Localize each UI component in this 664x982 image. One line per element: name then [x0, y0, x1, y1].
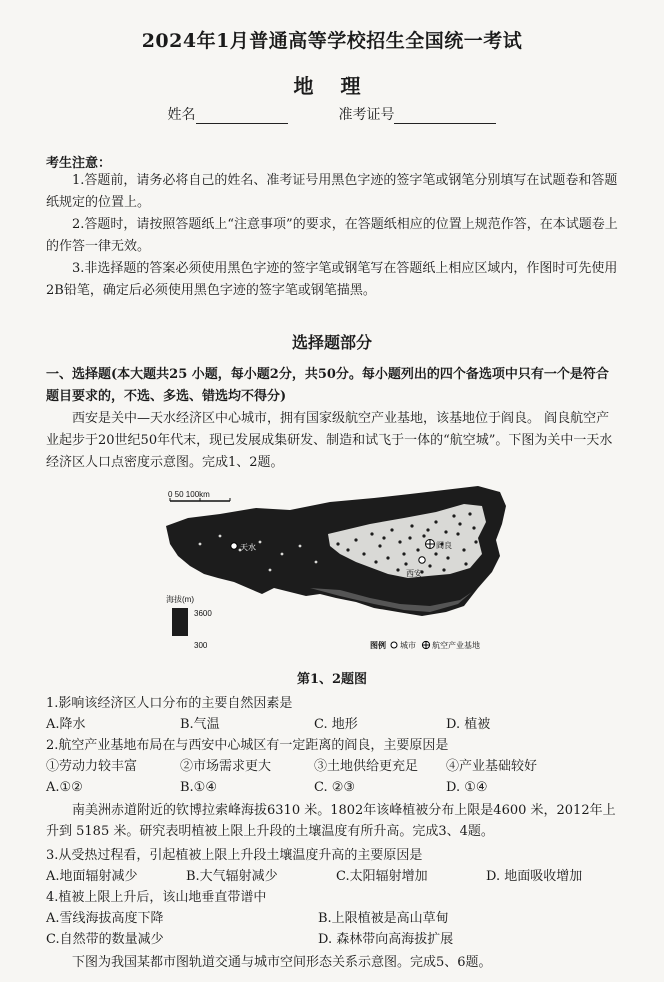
name-label: 姓名	[167, 107, 196, 123]
q4-option-b[interactable]: B.上限植被是高山草甸	[318, 911, 449, 926]
passage-1: 西安是关中—天水经济区中心城市，拥有国家级航空产业基地，该基地位于阎良。 阎良航空产业起步于20世纪50年代末，现已发展成集研发、制造和试飞于一体的“航空城”。下图为关中一天水经济区人口点密度示意图。完成1、2题。	[46, 411, 613, 470]
q3-options	[46, 867, 626, 887]
legend-base-icon	[422, 641, 429, 648]
notice-item-3: 3.非选择题的答案必须使用黑色字迹的签字笔或钢笔写在答题纸上相应区域内，作图时可先使用2B铅笔，确定后必须使用黑色字迹的签字笔或钢笔描黑。	[46, 261, 618, 298]
city-tianshui-marker	[231, 543, 237, 549]
q2-stem: 2.航空产业基地布局在与西安中心城区有一定距离的阎良，主要原因是	[46, 738, 449, 753]
q2-factor-4: ④产业基础较好	[446, 759, 538, 774]
id-label: 准考证号	[338, 107, 395, 123]
q4-options-row2	[46, 930, 626, 950]
label-yanliang: 阎良	[436, 541, 452, 550]
figure-caption: 第1、2题图	[296, 672, 368, 687]
q4-options-row1	[46, 909, 626, 929]
map-svg	[160, 484, 520, 656]
q4-option-c[interactable]: C.自然带的数量减少	[46, 932, 164, 947]
legend-city: 城市	[400, 641, 416, 650]
elevation-title: 海拔(m)	[166, 595, 194, 604]
q2-factor-2: ②市场需求更大	[180, 759, 272, 774]
passage-3: 下图为我国某都市图轨道交通与城市空间形态关系示意图。完成5、6题。	[72, 955, 492, 970]
q3-option-b[interactable]: B.大气辐射减少	[186, 869, 278, 884]
q4-stem: 4.植被上限上升后，该山地垂直带谱中	[46, 890, 267, 905]
notice-item-2: 2.答题时，请按照答题纸上“注意事项”的要求，在答题纸相应的位置上规范作答，在本试题卷上的作答一律无效。	[46, 217, 618, 254]
notice-item-1: 1.答题前，请务必将自己的姓名、准考证号用黑色字迹的签字笔或钢笔分别填写在试题卷和答题纸规定的位置上。	[46, 173, 618, 210]
q1-option-c[interactable]: C. 地形	[314, 717, 358, 732]
q3-option-c[interactable]: C.太阳辐射增加	[336, 869, 428, 884]
label-xian: 西安	[406, 569, 422, 578]
elevation-swatch	[172, 608, 188, 636]
q4-option-d[interactable]: D. 森林带向高海拔扩展	[318, 932, 454, 947]
q1-options	[46, 715, 626, 735]
q1-stem: 1.影响该经济区人口分布的主要自然因素是	[46, 696, 293, 711]
legend-title: 图例	[370, 641, 386, 650]
q3-option-a[interactable]: A.地面辐射减少	[46, 869, 138, 884]
candidate-fields	[0, 104, 664, 124]
q2-option-a[interactable]: A.①②	[46, 780, 83, 795]
q2-option-c[interactable]: C. ②③	[314, 780, 356, 795]
city-xian-marker	[419, 557, 425, 563]
q2-factors	[46, 757, 626, 777]
population-density-map	[160, 484, 520, 656]
q2-factor-1: ①劳动力较丰富	[46, 759, 138, 774]
elevation-low: 300	[194, 641, 208, 650]
q2-factor-3: ③土地供给更充足	[314, 759, 419, 774]
id-blank	[394, 107, 496, 124]
elevation-high: 3600	[194, 609, 212, 618]
q3-option-d[interactable]: D. 地面吸收增加	[486, 869, 583, 884]
part1-heading: 一、选择题(本大题共25 小题，每小题2分，共50分。每小题列出的四个备选项中只有一个是符合题目要求的，不选、多选、错选均不得分)	[46, 367, 609, 404]
q4-option-a[interactable]: A.雪线海拔高度下降	[46, 911, 164, 926]
name-blank	[196, 107, 288, 124]
section-title: 选择题部分	[291, 333, 372, 352]
q3-stem: 3.从受热过程看，引起植被上限上升段土壤温度升高的主要原因是	[46, 848, 423, 863]
legend-base: 航空产业基地	[432, 641, 480, 650]
legend-city-icon	[391, 642, 397, 648]
label-tianshui: 天水	[240, 543, 256, 552]
q1-option-a[interactable]: A.降水	[46, 717, 86, 732]
notice-heading: 考生注意：	[46, 156, 112, 171]
exam-title: 2024年1月普通高等学校招生全国统一考试	[141, 30, 523, 52]
subject-title: 地 理	[293, 74, 371, 98]
passage-2: 南美洲赤道附近的钦博拉索峰海拔6310 米。1802年该峰植被分布上限是4600 米，2012年上升到 5185 米。研究表明植被上限上升段的土壤温度有所升高。完成3、4题。	[46, 803, 616, 839]
q2-options	[46, 778, 626, 798]
q2-option-b[interactable]: B.①④	[180, 780, 217, 795]
q1-option-d[interactable]: D. 植被	[446, 717, 491, 732]
aviation-base-marker	[426, 540, 435, 549]
scale-label: 0 50 100km	[168, 490, 210, 499]
q2-option-d[interactable]: D. ①④	[446, 780, 488, 795]
q1-option-b[interactable]: B.气温	[180, 717, 220, 732]
